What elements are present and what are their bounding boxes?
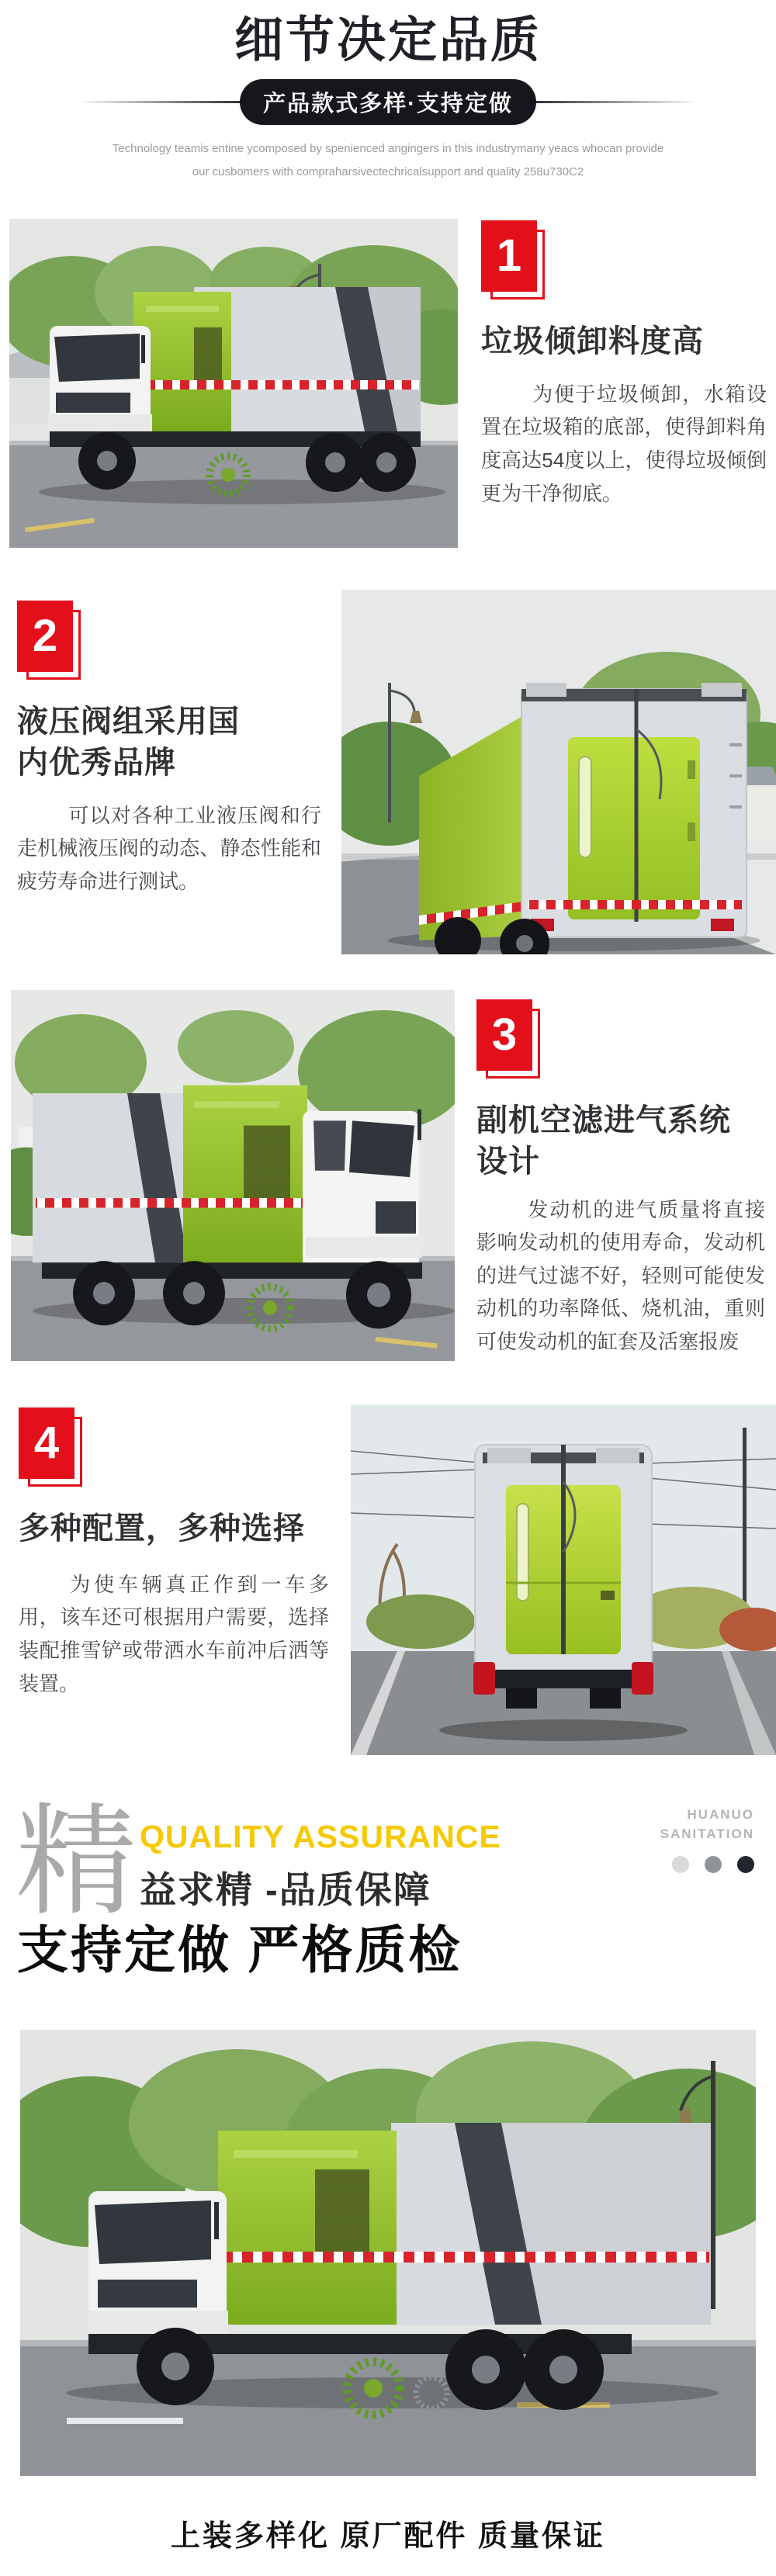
section-4 — [0, 1404, 776, 1755]
intro-text — [0, 137, 776, 183]
section-2-number-badge — [17, 601, 88, 683]
section-3-number-badge — [476, 999, 548, 1082]
page-title: 细节决定品质 — [234, 13, 542, 68]
support-slogan: 支持定做 严格质检 — [17, 1920, 462, 1979]
brand-line-2: SANITATION — [660, 1826, 754, 1842]
brand-dots — [672, 1856, 754, 1873]
section-2-text — [0, 590, 341, 898]
brand-name — [660, 1805, 754, 1844]
product-banner: 产品款式多样·支持定做 — [240, 79, 536, 125]
quality-assurance-section — [0, 1794, 776, 1991]
section-3-title: 副机空滤进气系统设计 — [476, 1103, 731, 1179]
quality-assurance-en: QUALITY ASSURANCE — [140, 1818, 501, 1854]
section-1-photo-truck-side — [9, 219, 458, 548]
section-4-photo-truck-rear — [351, 1404, 776, 1755]
section-1 — [0, 219, 776, 548]
intro-line-1: Technology teamis entine ycomposed by spenienced angingers in this industrymany yeacs whocan provide — [112, 142, 664, 156]
section-3-photo-truck-front-quarter — [11, 990, 455, 1361]
dot-light-gray — [672, 1856, 689, 1873]
section-3 — [0, 990, 776, 1361]
section-2-photo-truck-rear-quarter — [341, 590, 776, 954]
dot-mid-gray — [705, 1856, 722, 1873]
banner-row — [0, 79, 776, 125]
section-2-paragraph: 可以对各种工业液压阀和行走机械液压阀的动态、静态性能和疲劳寿命进行测试。 — [17, 803, 321, 893]
quality-assurance-cn: 益求精 -品质保障 — [140, 1868, 431, 1910]
badge-number: 3 — [476, 999, 532, 1071]
footer-slogan: 上装多样化 原厂配件 质量保证 — [170, 2519, 606, 2553]
brand-line-1: HUANUO — [687, 1806, 754, 1822]
section-4-paragraph: 为使车辆真正作到一车多用，该车还可根据用户需要，选择装配推雪铲或带洒水车前冲后洒等装置。 — [19, 1572, 329, 1695]
bottom-photo-truck-full-side — [20, 2030, 756, 2476]
section-1-text — [458, 219, 767, 510]
jing-big-character: 精 — [16, 1794, 137, 1930]
section-1-paragraph: 为便于垃圾倾卸，水箱设置在垃圾箱的底部，使得卸料角度高达54度以上，使得垃圾倾倒更为干净彻底。 — [481, 382, 767, 505]
banner-line-right — [536, 101, 699, 103]
section-2-title: 液压阀组采用国内优秀品牌 — [17, 704, 240, 780]
section-3-paragraph: 发动机的进气质量将直接影响发动机的使用寿命，发动机的进气过滤不好，轻则可能使发动机的功率降低、烧机油，重则可使发动机的缸套及活塞报废 — [476, 1197, 765, 1354]
banner-line-left — [77, 101, 240, 103]
dot-dark — [737, 1856, 754, 1873]
section-4-title: 多种配置，多种选择 — [19, 1511, 305, 1546]
section-1-number-badge — [481, 220, 553, 303]
intro-line-2: our cusbomers with compraharsivectechricalsupport and quality 258u730C2 — [192, 164, 584, 178]
badge-number: 1 — [481, 220, 537, 292]
qa-block — [140, 1819, 501, 1913]
section-3-text — [455, 990, 776, 1359]
section-4-number-badge — [19, 1407, 90, 1490]
section-2 — [0, 590, 776, 954]
section-1-title: 垃圾倾卸料度高 — [481, 324, 704, 358]
badge-number: 4 — [19, 1407, 74, 1479]
section-4-text — [0, 1404, 349, 1700]
badge-number: 2 — [17, 601, 73, 672]
header — [0, 0, 776, 183]
